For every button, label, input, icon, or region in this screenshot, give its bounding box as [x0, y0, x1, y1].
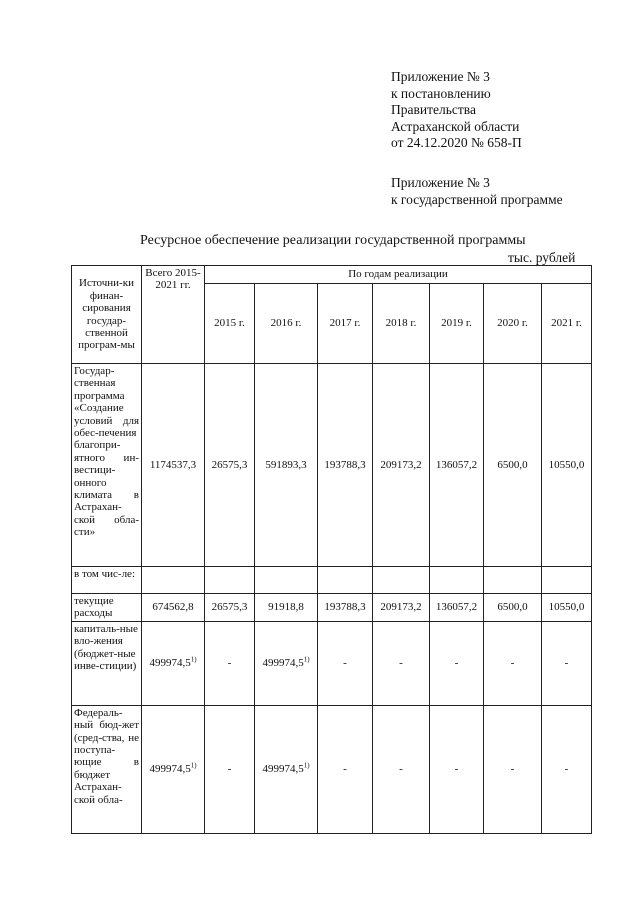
header-line: Правительства — [391, 102, 476, 117]
row-value: - — [373, 705, 430, 833]
header-line: Приложение № 3 — [391, 69, 490, 84]
row-total: 499974,5 — [149, 763, 191, 776]
row-label: в том чис-ле: — [72, 567, 142, 594]
header-line: к постановлению — [391, 85, 491, 101]
row-label: текущие расходы — [72, 594, 142, 622]
row-value: - — [318, 621, 373, 705]
header-line: к государственной программе — [391, 191, 563, 207]
row-value: - — [484, 621, 542, 705]
row-total-cell — [142, 621, 205, 705]
header-line: Приложение № 3 — [391, 175, 490, 190]
table-row — [72, 364, 592, 567]
header-line: Астраханской области — [391, 118, 520, 134]
header-source: Источни-ки финан-сирования государ-ственной програм-мы — [72, 266, 142, 364]
header-year: 2015 г. — [205, 284, 255, 364]
row-value: 6500,0 — [484, 364, 542, 567]
row-value: 193788,3 — [318, 594, 373, 622]
row-value: - — [542, 621, 592, 705]
row-total — [142, 567, 205, 594]
row-value: 10550,0 — [542, 364, 592, 567]
header-year: 2020 г. — [484, 284, 542, 364]
row-value: - — [542, 705, 592, 833]
row-value: 209173,2 — [373, 594, 430, 622]
row-value: 193788,3 — [318, 364, 373, 567]
footnote-mark: 1) — [190, 761, 197, 770]
row-value: - — [205, 705, 255, 833]
header-year: 2016 г. — [255, 284, 318, 364]
row-value: 136057,2 — [430, 364, 484, 567]
row-label: капиталь-ные вло-жения (бюджет-ные инве-стиции) — [72, 621, 142, 705]
table-row — [72, 621, 592, 705]
row-value: - — [484, 705, 542, 833]
header-year: 2017 г. — [318, 284, 373, 364]
row-value: 26575,3 — [205, 594, 255, 622]
header-year: 2021 г. — [542, 284, 592, 364]
row-value — [542, 567, 592, 594]
row-value: 10550,0 — [542, 594, 592, 622]
row-value: 499974,5 — [262, 657, 304, 670]
row-value: 91918,8 — [255, 594, 318, 622]
row-value: - — [205, 621, 255, 705]
row-value: - — [318, 705, 373, 833]
row-value: 136057,2 — [430, 594, 484, 622]
row-value: 591893,3 — [255, 364, 318, 567]
table-header-row — [72, 266, 592, 284]
row-value-cell — [255, 621, 318, 705]
approval-header-program — [391, 175, 563, 208]
row-value: 499974,5 — [262, 763, 304, 776]
row-value: 26575,3 — [205, 364, 255, 567]
row-total: 1174537,3 — [142, 364, 205, 567]
row-value — [205, 567, 255, 594]
row-value: - — [430, 705, 484, 833]
footnote-mark: 1) — [303, 761, 310, 770]
row-value — [430, 567, 484, 594]
header-year: 2018 г. — [373, 284, 430, 364]
row-value — [318, 567, 373, 594]
footnote-mark: 1) — [303, 655, 310, 664]
row-value: - — [373, 621, 430, 705]
row-value — [373, 567, 430, 594]
row-label: Федераль-ный бюд-жет (сред-ства, не поступа-ющие в бюджет Астрахан-ской обла- — [72, 705, 142, 833]
table-row — [72, 594, 592, 622]
approval-header-decree — [391, 69, 522, 152]
units-label: тыс. рублей — [508, 250, 576, 265]
row-value: 6500,0 — [484, 594, 542, 622]
header-year: 2019 г. — [430, 284, 484, 364]
header-total: Всего 2015-2021 гг. — [142, 266, 205, 364]
document-title: Ресурсное обеспечение реализации государственной программы — [140, 233, 526, 248]
row-value — [484, 567, 542, 594]
resource-table — [71, 265, 592, 834]
row-total: 674562,8 — [142, 594, 205, 622]
row-total: 499974,5 — [149, 657, 191, 670]
row-value — [255, 567, 318, 594]
row-value-cell — [255, 705, 318, 833]
table-row — [72, 567, 592, 594]
footnote-mark: 1) — [190, 655, 197, 664]
row-label: Государ-ственная программа «Создание условий для обес-печения благопри-ятного ин-вестици-онного климата в Астрахан-ской обла-сти» — [72, 364, 142, 567]
row-value: 209173,2 — [373, 364, 430, 567]
header-line: от 24.12.2020 № 658-П — [391, 135, 522, 150]
row-value: - — [430, 621, 484, 705]
table-row — [72, 705, 592, 833]
header-by-years: По годам реализации — [205, 266, 592, 284]
row-total-cell — [142, 705, 205, 833]
